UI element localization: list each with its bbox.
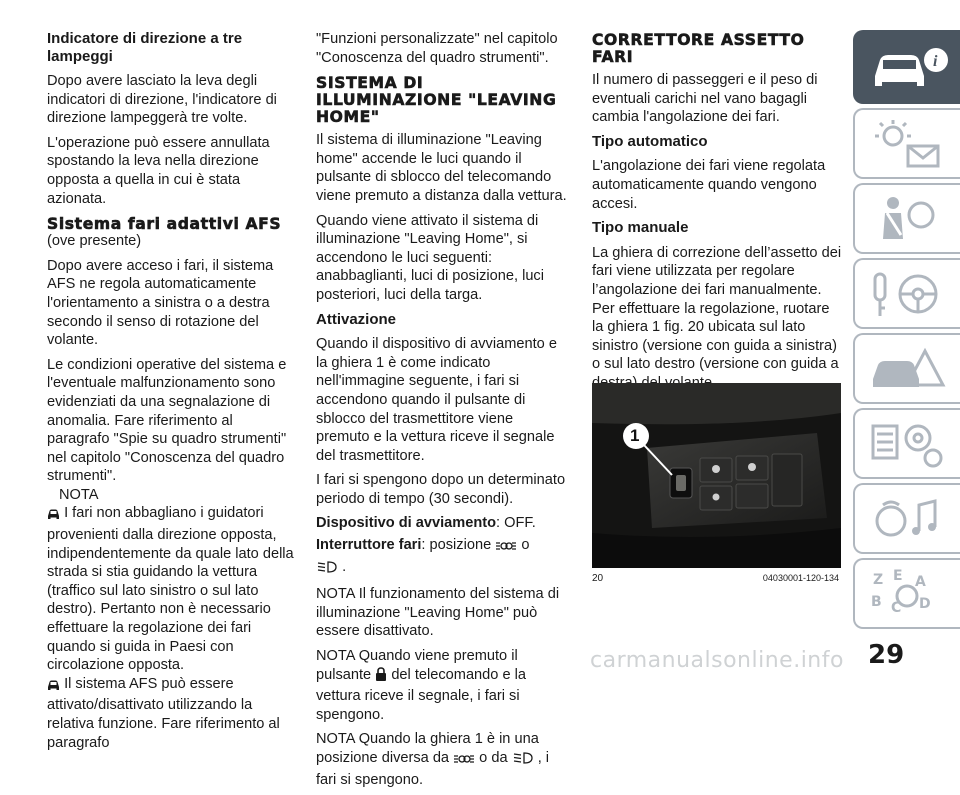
nota-text: NOTA Quando la ghiera 1 è in una posizione diversa da o da , i fari si spengono.	[316, 731, 550, 788]
svg-text:B: B	[871, 594, 882, 610]
car-info-icon	[863, 38, 953, 98]
nota-text: NOTA Il funzionamento del sistema di illuminazione "Leaving Home" può essere disattivato.	[316, 586, 560, 640]
paragraph: "Funzioni personalizzate" nel capitolo "Conoscenza del quadro strumenti".	[316, 31, 558, 66]
svg-text:A: A	[915, 574, 926, 590]
callout-1: 1	[630, 426, 640, 445]
subheading-attivazione: Attivazione	[316, 310, 397, 328]
dispositivo-line: Dispositivo di avviamento: OFF.	[316, 515, 536, 532]
paragraph: Il numero di passeggeri e il peso di eventuali carichi nel vano bagagli cambia l'angolazione dei fari.	[592, 72, 818, 126]
tab-safety[interactable]	[853, 183, 960, 254]
tab-index[interactable]	[853, 558, 960, 629]
svg-text:D: D	[919, 596, 931, 612]
low-beam-icon	[512, 751, 534, 771]
interruttore-line: Interruttore fari: posizione o .	[316, 536, 568, 579]
lock-icon	[375, 667, 387, 688]
position-lights-icon	[453, 752, 475, 771]
subheading-manuale: Tipo manuale	[592, 219, 689, 237]
multimedia-icon	[863, 491, 953, 547]
heading-afs-sub: (ove presente)	[47, 233, 142, 250]
figure-number: 20	[592, 573, 604, 584]
figure-code: 04030001-120-134	[762, 573, 839, 583]
car-note-icon	[47, 678, 60, 697]
tab-driving[interactable]	[853, 258, 960, 329]
heading-afs: Sistema fari adattivi AFS	[47, 215, 282, 234]
tab-multimedia[interactable]	[853, 483, 960, 554]
chapter-sidebar	[853, 30, 960, 633]
svg-text:E: E	[893, 568, 903, 584]
tab-car-info[interactable]	[853, 30, 960, 104]
watermark: carmanualsonline.info	[590, 648, 844, 673]
svg-text:i: i	[933, 53, 938, 70]
tab-lights-messages[interactable]	[853, 108, 960, 179]
figure-caption	[592, 573, 841, 584]
paragraph: Quando il dispositivo di avviamento e la ghiera 1 è come indicato nell'immagine seguente, i fari si accendono quando il pulsante di sblocco del trasmettitore viene premuto e la vettura riceve il segnale del trasmettitore.	[316, 336, 557, 464]
emergency-car-icon	[863, 341, 953, 397]
heading-indicatore: Indicatore di direzione a tre lampeggi	[47, 30, 243, 65]
column-2	[316, 30, 568, 795]
page-number: 29	[868, 640, 905, 670]
paragraph: L'angolazione dei fari viene regolata automaticamente quando vengono accesi.	[592, 158, 826, 212]
position-lights-icon	[495, 539, 517, 558]
nota-text: Il sistema AFS può essere attivato/disattivato utilizzando la relativa funzione. Fare riferimento al paragrafo	[47, 675, 280, 751]
alphabet-index-icon	[863, 566, 953, 622]
paragraph: Le condizioni operative del sistema e l'eventuale malfunzionamento sono evidenziati da una segnalazione di anomalia. Fare riferimento al paragrafo "Spie su quadro strumenti" nel capitolo "Conoscenza del quadro strumenti".	[47, 356, 287, 485]
paragraph: L'operazione può essere annullata spostando la leva nella direzione opposta a quella in cui è stata azionata.	[47, 134, 270, 207]
svg-text:C: C	[891, 600, 902, 616]
paragraph: Quando viene attivato il sistema di illuminazione "Leaving Home", si accendono le luci seguenti: anabbaglianti, luci di posizione, luci posteriori, luci della targa.	[316, 212, 544, 303]
paragraph: Dopo avere acceso i fari, il sistema AFS ne regola automaticamente l'orientamento a sinistra o a destra secondo il senso di rotazione del volante.	[47, 257, 274, 349]
paragraph: I fari si spengono dopo un determinato periodo di tempo (30 secondi).	[316, 472, 566, 507]
heading-correttore: CORRETTORE ASSETTO FARI	[592, 31, 805, 66]
paragraph: La ghiera di correzione dell’assetto dei fari viene utilizzata per regolare l’angolazione dei fari manualmente. Per effettuare la regolazione, ruotare la ghiera 1 fig. 20 ubicata sul lato sinistro (versione con guida a sinistra) o sul lato destro (versione con guida a	[592, 244, 842, 373]
subheading-automatico: Tipo automatico	[592, 132, 708, 150]
heading-leaving-home: SISTEMA DI ILLUMINAZIONE "LEAVING HOME"	[316, 74, 557, 127]
low-beam-icon	[316, 560, 338, 580]
light-envelope-icon	[863, 116, 953, 172]
column-1	[47, 30, 299, 758]
figure-headlight-dial	[592, 383, 841, 568]
column-3	[592, 30, 844, 399]
paragraph: Dopo avere lasciato la leva degli indicatori di direzione, l'indicatore di direzione lampeggerà tre volte.	[47, 73, 277, 127]
nota-label: NOTA	[59, 486, 99, 503]
nota-text: NOTA Quando viene premuto il pulsante del telecomando e la vettura riceve il segnale, i fari si spengono.	[316, 648, 526, 723]
tab-emergency[interactable]	[853, 333, 960, 404]
paragraph: Il sistema di illuminazione "Leaving home" accende le luci quando il pulsante di sblocco del telecomando viene premuto a distanza dalla vettura.	[316, 132, 567, 204]
svg-text:Z: Z	[873, 572, 884, 588]
key-steering-icon	[863, 266, 953, 322]
car-note-icon	[47, 507, 60, 526]
tab-maintenance[interactable]	[853, 408, 960, 479]
gears-icon	[863, 416, 953, 472]
nota-text: I fari non abbagliano i guidatori provenienti dalla direzione opposta, indipendentemente da quale lato della strada si stia guidando la vettura (traffico sul lato sinistro o sul lato destro). Pertanto non è necessario effettuare la regolazione dei fari quando si guida in Paesi con circolazione opposta.	[47, 505, 294, 674]
seatbelt-airbag-icon	[863, 191, 953, 247]
